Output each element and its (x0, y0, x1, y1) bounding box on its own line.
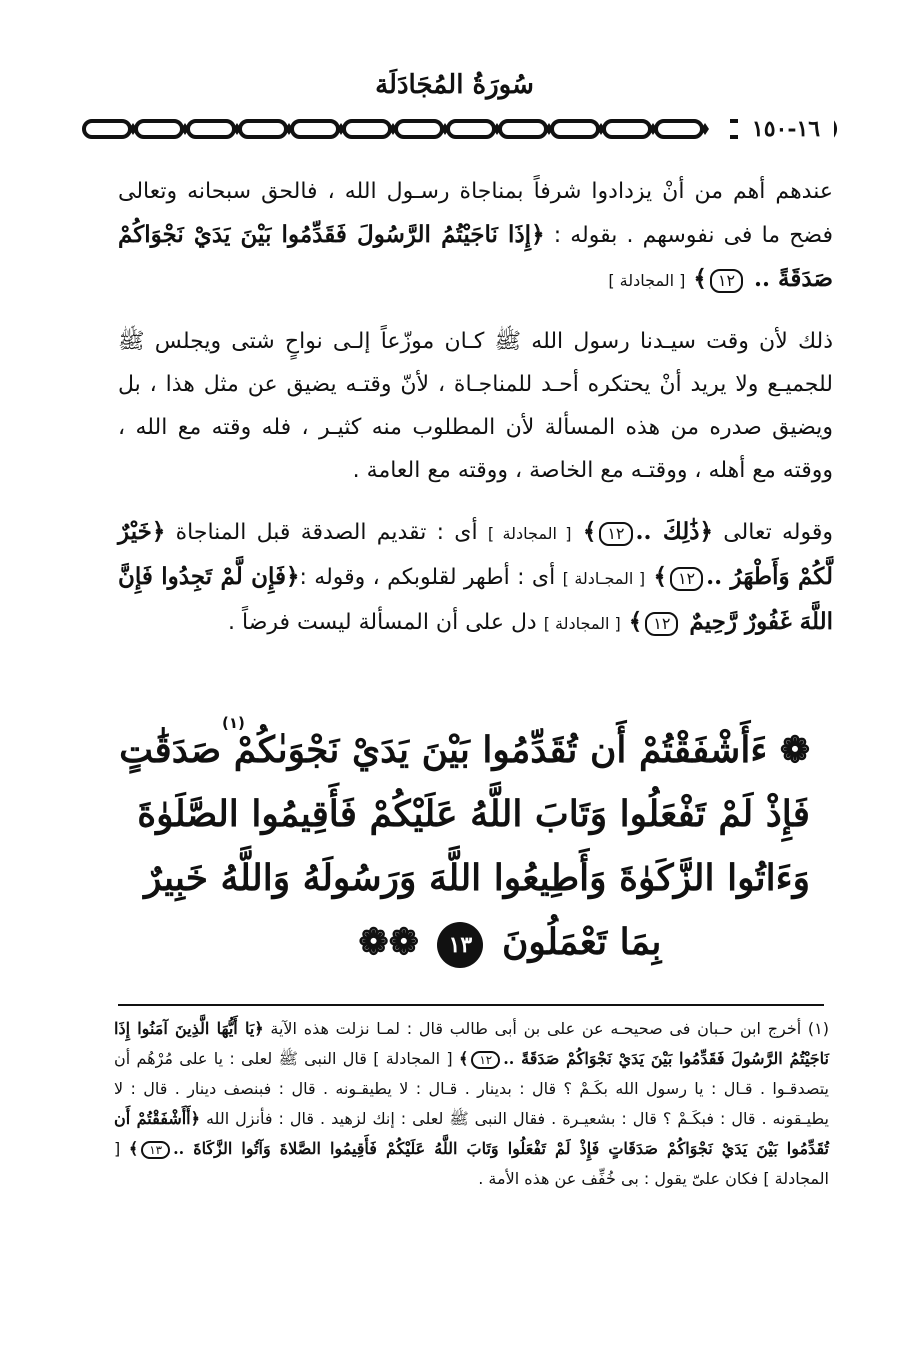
p1-verse-text: ﴾ (685, 265, 707, 292)
p3-text: وقوله تعالى (712, 520, 833, 545)
chain-link-shape (240, 121, 286, 137)
footnote-separator (118, 1004, 824, 1006)
p1-verse-text: ﴿إِذَا نَاجَيْتُمُ الرَّسُولَ فَقَدِّمُوا بَيْنَ يَدَيْ نَجْوَاكُمْ صَدَقَةً .. (118, 221, 833, 292)
p3-verse-text: ﴾ (571, 518, 597, 545)
chain-link-shape (84, 121, 130, 137)
ayah-number-medallion: ١٣ (437, 922, 483, 968)
main-text (118, 170, 833, 663)
p3-text: أى : تقديم الصدقة قبل المناجاة (165, 520, 488, 545)
p3-verse-text: ﴾ (645, 563, 667, 590)
paragraph-2 (118, 320, 833, 492)
quran-line-4 (210, 910, 810, 974)
p3-ayah-number: ١٢ (645, 612, 678, 636)
verse-flower-icon: ❁ (779, 729, 810, 771)
p3-surah-ref: [ المجادلة ] (487, 524, 572, 543)
p1-ayah-number: ١٢ (710, 269, 743, 293)
footnote-text: [ المجادلة ] قال النبى ﷺ لعلى : يا على مُرْهُم أن يتصدقـوا . قـال : يا رسول الله بكَـمْ ؟ قال : بدينار . قـال : لا يطيقـونه . قال : فبنصف دينار . قال : لا يطيـقونه . قال : فبكَـمْ ؟ قال : بشعيـرة . فقال النبى ﷺ لعلى : إنك لزهيد . قال : فأنزل الله (114, 1049, 830, 1128)
p1-surah-ref: [ المجادلة ] (608, 271, 686, 290)
footnote-text: (١) أخرج ابن حـبان فى صحيحـه عن على بن أبى طالب قال : لمـا نزلت هذه الآية (263, 1019, 829, 1038)
header-ornament-band (80, 112, 840, 146)
footnote-marker: (١) (222, 714, 245, 732)
quran-line-2: فَإِذْ لَمْ تَفْعَلُوا وَتَابَ اللَّهُ عَلَيْكُمْ فَأَقِيمُوا الصَّلَوٰةَ (137, 793, 810, 835)
chain-link-shape (448, 121, 494, 137)
chain-link-shape (552, 121, 598, 137)
chain-link-shape (656, 121, 702, 137)
paragraph-1 (118, 170, 833, 302)
p3-text: أى : أطهر لقلوبكم ، وقوله : (299, 565, 563, 590)
p3-verse-text: ﴿ذَٰلِكَ .. (635, 518, 713, 545)
p3-verse-text: ﴿خَيْرٌ لَّكُمْ وَأَطْهَرُ .. (118, 518, 834, 590)
p1-text: عندهم أهم من أنْ يزدادوا شرفاً بمناجاة رسـول الله ، فالحق سبحانه وتعالى فضح ما فى نفوسهم . بقوله : (118, 179, 833, 248)
page-range: ١٦-١٥٠ (738, 114, 834, 144)
chain-link-shape (188, 121, 234, 137)
p3-text: دل على أن المسألة ليست فرضاً . (228, 610, 544, 635)
p3-surah-ref: [ المجـادلة ] (562, 569, 646, 588)
footnote-verse-text: ﴿أَأَشْفَقْتُمْ أَن تُقَدِّمُوا بَيْنَ يَدَيْ نَجْوَاكُمْ صَدَقَاتٍ فَإِذْ لَمْ تَفْعَلُوا وَتَابَ اللَّهُ عَلَيْكُمْ فَأَقِيمُوا الصَّلاةَ وَآتُوا الزَّكَاةَ .. (114, 1109, 829, 1158)
footnote-ayah-number: ١٢ (471, 1051, 500, 1069)
footnote-verse-text: ﴿يَا أَيُّهَا الَّذِينَ آمَنُوا إِذَا نَاجَيْتُمُ الرَّسُولَ فَقَدِّمُوا بَيْنَ يَدَيْ نَجْوَاكُمْ صَدَقَةً .. (114, 1019, 829, 1068)
surah-title: سُورَةُ المُجَادَلَة (375, 70, 534, 100)
footnote-text (114, 1014, 829, 1194)
p3-verse-text: ﴿فَإِن لَّمْ تَجِدُوا فَإِنَّ اللَّهَ غَفُورٌ رَّحِيمٌ (118, 563, 833, 635)
footnote-text: [ المجادلة ] فكان علىّ يقول : بى خُفِّف عن هذه الأمة . (114, 1139, 829, 1188)
quran-line-4-text: بِمَا تَعْمَلُونَ (501, 921, 662, 963)
chain-link-shape (396, 121, 442, 137)
p3-ayah-number: ١٢ (599, 522, 632, 546)
footnote-verse-text: ﴾ (128, 1139, 139, 1158)
p3-verse-text: ﴾ (620, 608, 643, 635)
quran-line-3: وَءَاتُوا الزَّكَوٰةَ وَأَطِيعُوا اللَّهَ وَرَسُولَهُ وَاللَّهُ خَبِيرٌ (144, 857, 810, 899)
p3-ayah-number: ١٢ (670, 567, 703, 591)
chain-link-shape (136, 121, 182, 137)
quran-line-1 (119, 718, 810, 782)
footnote-verse-text: ﴾ (458, 1049, 469, 1068)
chain-link-shape (500, 121, 546, 137)
footnote-ayah-number: ١٣ (141, 1141, 170, 1159)
p2-text: ذلك لأن وقت سيـدنا رسول الله ﷺ كـان موزّعاً إلـى نواحٍ شتى ويجلس ﷺ للجميـع ولا يريد أنْ يحتكره أحـد للمناجـاة ، لأنّ وقتـه يضيق عن مثل هذا ، بل ويضيق صدره من هذه المسألة لأن المطلوب منه كثيـر ، فله وقته مع الله ، ووقته مع أهله ، ووقتـه مع الخاصة ، ووقته مع العامة . (118, 329, 833, 483)
chain-link-shape (344, 121, 390, 137)
paragraph-3 (118, 510, 833, 645)
p3-surah-ref: [ المجادلة ] (543, 614, 621, 633)
chain-link-shape (604, 121, 650, 137)
chain-link-shape (292, 121, 338, 137)
quran-verse-block (119, 718, 810, 974)
quran-line-1-text: ءَأَشْفَقْتُمْ أَن تُقَدِّمُوا بَيْنَ يَدَيْ نَجْوَىٰكُمْ صَدَقَٰتٍ (119, 729, 768, 771)
verse-end-flower-icon: ❁❁ (358, 921, 419, 963)
